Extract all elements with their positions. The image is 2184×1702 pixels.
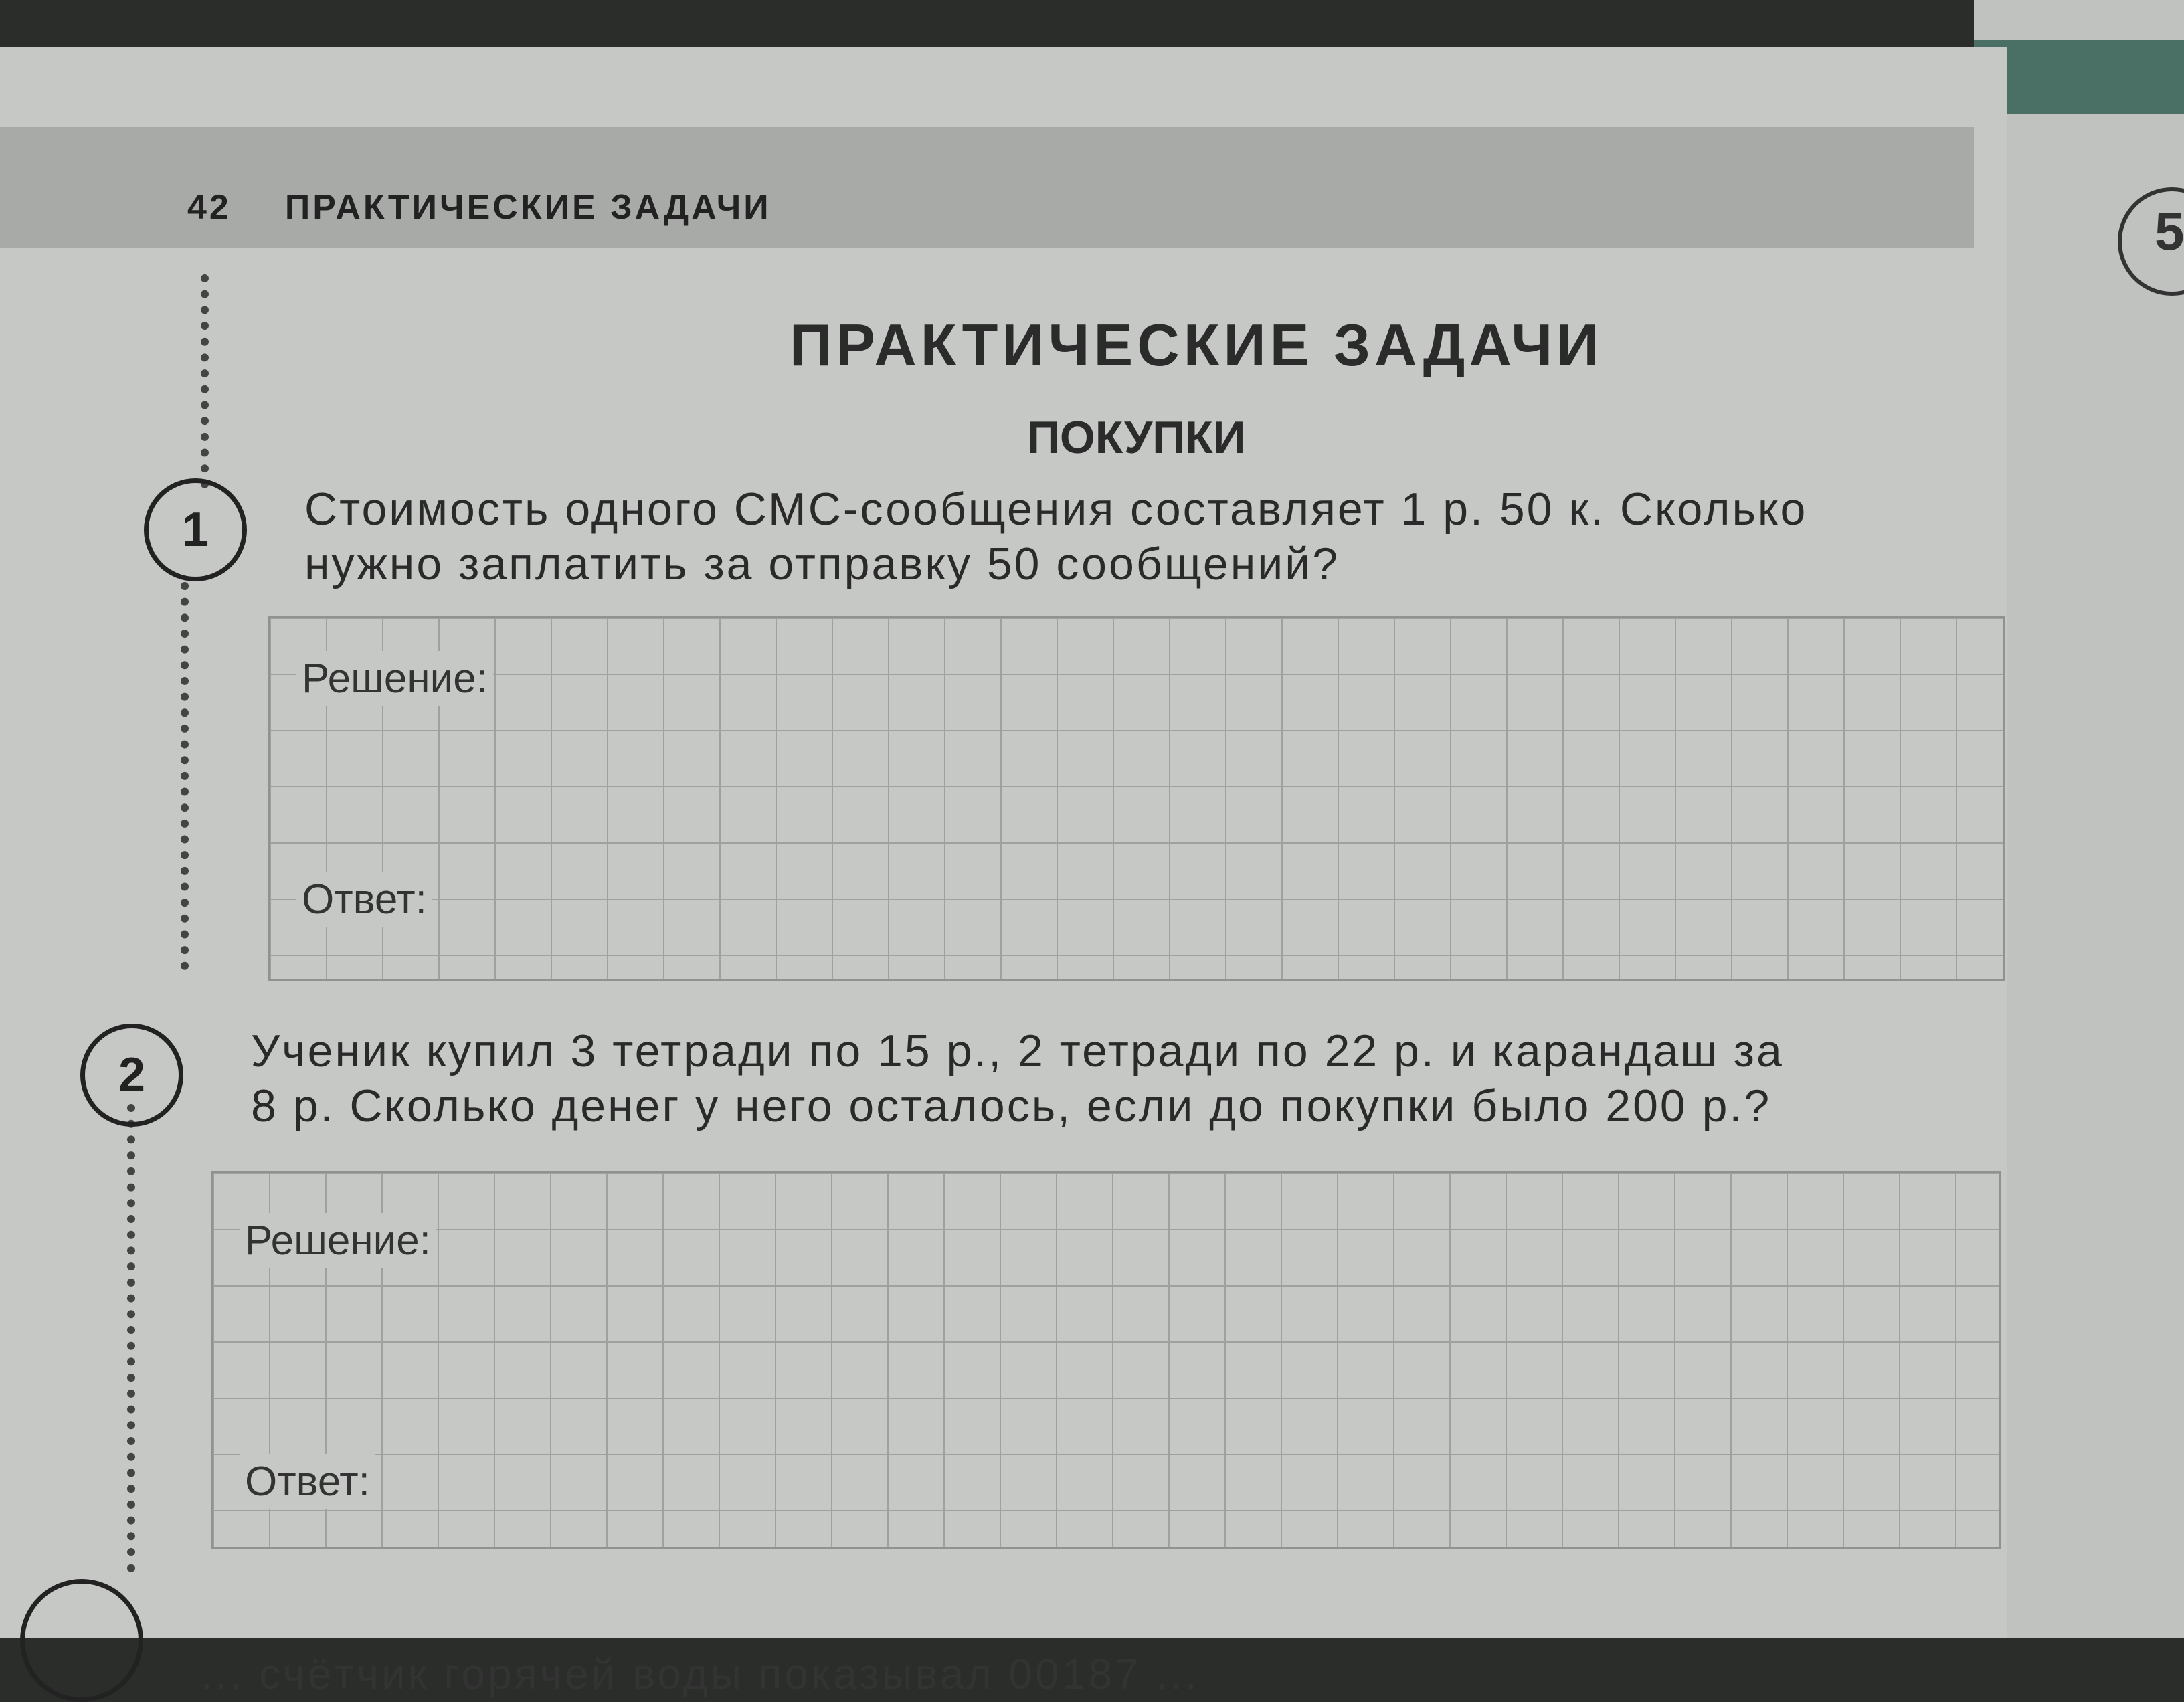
task-2-number: 2 bbox=[80, 1024, 183, 1127]
task-2-line-1: Ученик купил 3 тетради по 15 р., 2 тетради по 22 р. и карандаш за bbox=[251, 1026, 1784, 1076]
task-2-answer-label: Ответ: bbox=[240, 1454, 375, 1509]
dotted-margin-line bbox=[181, 582, 198, 970]
task-2-answer-grid[interactable] bbox=[211, 1171, 2001, 1549]
task-2-text bbox=[251, 1024, 1997, 1133]
task-1-answer-label: Ответ: bbox=[296, 872, 432, 927]
next-task-partial-text: ... счётчик горячей воды показывал 00187 ... bbox=[201, 1650, 1200, 1698]
task-1-line-1: Стоимость одного СМС-сообщения составляет 1 р. 50 к. Сколько bbox=[304, 484, 1808, 535]
task-1-answer-grid[interactable] bbox=[268, 616, 2005, 981]
adjacent-page-number: 5 bbox=[2155, 201, 2184, 261]
running-header-title: ПРАКТИЧЕСКИЕ ЗАДАЧИ bbox=[284, 188, 771, 227]
task-3-number-circle bbox=[20, 1579, 143, 1702]
dotted-margin-line bbox=[127, 1104, 145, 1572]
task-2-solution-label: Решение: bbox=[240, 1213, 436, 1268]
section-subtitle: ПОКУПКИ bbox=[1027, 412, 1246, 463]
page-title: ПРАКТИЧЕСКИЕ ЗАДАЧИ bbox=[790, 312, 1603, 378]
running-header bbox=[187, 187, 771, 227]
task-1-solution-label: Решение: bbox=[296, 651, 493, 706]
dotted-margin-line bbox=[201, 274, 218, 488]
task-1-line-2: нужно заплатить за отправку 50 сообщений? bbox=[304, 539, 1340, 589]
task-1-number: 1 bbox=[144, 478, 247, 581]
workbook-page bbox=[0, 47, 2007, 1698]
task-2-line-2: 8 р. Сколько денег у него осталось, если до покупки было 200 р.? bbox=[251, 1080, 1772, 1131]
task-1-text bbox=[304, 482, 2004, 591]
page-number: 42 bbox=[187, 188, 232, 227]
